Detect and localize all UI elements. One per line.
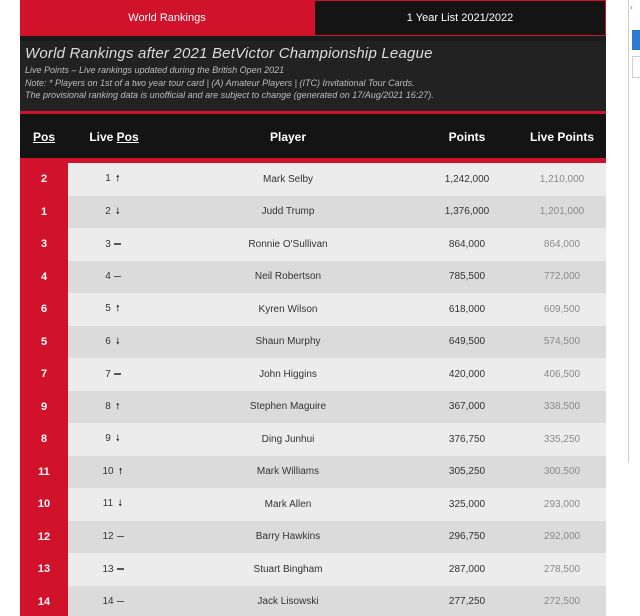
live-points-value: 292,000	[543, 531, 581, 543]
player-name: John Higgins	[259, 368, 317, 380]
player-name: Jack Lisowski	[257, 596, 319, 608]
player-name: Ding Junhui	[261, 433, 315, 445]
live-pos-cell	[68, 399, 160, 415]
live-pos-value: 10	[102, 465, 114, 477]
pos-value: 5	[40, 335, 48, 348]
pos-value: 2	[40, 173, 48, 186]
pos-value: 4	[40, 270, 48, 283]
live-pos-cell	[68, 271, 160, 282]
points-value: 864,000	[448, 238, 486, 250]
points-value: 420,000	[448, 368, 486, 380]
tab-bar	[20, 0, 606, 36]
pos-value: 7	[40, 368, 48, 381]
table-row	[20, 391, 606, 424]
tab-world-rankings[interactable]	[20, 0, 314, 36]
arrow-down-icon: 🠗	[115, 205, 120, 216]
pos-value: 9	[40, 400, 48, 413]
table-row	[20, 163, 606, 196]
live-points-value: 1,210,000	[539, 173, 585, 185]
live-pos-cell	[68, 369, 160, 380]
tab-world-rankings-label: World Rankings	[128, 12, 206, 24]
page-title: World Rankings after 2021 BetVictor Championship League	[25, 45, 433, 62]
sort-pos-link[interactable]: Pos	[32, 130, 55, 144]
column-header-live-points: Live Points	[529, 130, 594, 144]
dash-icon	[114, 373, 121, 375]
live-pos-value: 7	[105, 368, 111, 380]
pos-cell	[20, 521, 68, 554]
pos-value: 10	[37, 498, 51, 511]
arrow-down-icon: 🠗	[115, 335, 120, 346]
pos-value: 3	[40, 238, 48, 251]
points-value: 277,250	[448, 596, 486, 608]
live-pos-cell	[68, 564, 160, 575]
dash-icon	[114, 243, 121, 245]
column-header-pos[interactable]	[20, 130, 68, 144]
live-points-value: 335,250	[543, 433, 581, 445]
player-name: Shaun Murphy	[255, 336, 321, 348]
player-name: Kyren Wilson	[258, 303, 318, 315]
side-chevron-icon[interactable]: ‹	[630, 2, 633, 12]
points-value: 1,376,000	[444, 206, 490, 218]
rankings-table-body	[20, 163, 606, 616]
pos-value: 8	[40, 433, 48, 446]
pos-value: 6	[40, 303, 48, 316]
pos-cell	[20, 293, 68, 326]
arrow-up-icon: 🠕	[115, 303, 120, 314]
live-pos-value: 12	[102, 531, 114, 543]
live-pos-value: 4	[105, 271, 111, 283]
column-header-player: Player	[269, 130, 307, 144]
note-live-points: Live Points – Live rankings updated during the British Open 2021	[25, 65, 285, 75]
points-value: 367,000	[448, 401, 486, 413]
live-points-value: 406,500	[543, 368, 581, 380]
arrow-down-icon: 🠗	[118, 498, 123, 509]
pos-cell	[20, 261, 68, 294]
table-row	[20, 261, 606, 294]
live-pos-cell	[68, 171, 160, 187]
live-points-value: 293,000	[543, 498, 581, 510]
column-header-live-pos[interactable]	[68, 130, 160, 144]
pos-value: 1	[40, 205, 48, 218]
pos-cell	[20, 553, 68, 586]
player-name: Judd Trump	[261, 206, 315, 218]
player-name: Stuart Bingham	[253, 563, 323, 575]
live-pos-cell	[68, 239, 160, 250]
pos-cell	[20, 586, 68, 616]
live-pos-cell	[68, 531, 160, 542]
pos-value: 12	[37, 530, 51, 543]
live-pos-value: 11	[102, 498, 114, 510]
points-value: 649,500	[448, 336, 486, 348]
live-points-value: 272,500	[543, 596, 581, 608]
pos-cell	[20, 488, 68, 521]
pos-cell	[20, 228, 68, 261]
live-pos-cell	[68, 464, 160, 480]
live-pos-value: 1	[105, 173, 111, 185]
live-points-value: 278,500	[543, 563, 581, 575]
arrow-down-icon: 🠗	[115, 433, 120, 444]
table-row	[20, 521, 606, 554]
rankings-header	[20, 41, 606, 111]
live-pos-cell	[68, 496, 160, 512]
tab-1-year-list[interactable]	[314, 0, 606, 36]
pos-cell	[20, 358, 68, 391]
points-value: 376,750	[448, 433, 486, 445]
table-row	[20, 196, 606, 229]
player-name: Mark Selby	[262, 173, 313, 185]
table-row	[20, 228, 606, 261]
live-pos-cell	[68, 431, 160, 447]
player-name: Mark Allen	[264, 498, 312, 510]
note-tour-cards: Note: * Players on 1st of a two year tour card | (A) Amateur Players | (ITC) Invitational Tour Cards.	[25, 77, 415, 88]
note-provisional: The provisional ranking data is unofficial and are subject to change (generated on 17/Aug/2021 16:27).	[25, 90, 434, 100]
arrow-up-icon: 🠕	[118, 465, 123, 476]
live-points-value: 1,201,000	[539, 206, 585, 218]
points-value: 296,750	[448, 531, 486, 543]
live-pos-value: 8	[105, 400, 111, 412]
table-row	[20, 586, 606, 616]
dash-icon	[117, 568, 124, 570]
dash-icon	[117, 536, 124, 538]
live-points-value: 574,500	[543, 336, 581, 348]
live-points-value: 300,500	[543, 466, 581, 478]
column-header-points: Points	[448, 130, 486, 144]
pos-value: 13	[37, 563, 51, 576]
live-pos-value: 9	[105, 433, 111, 445]
live-pos-cell	[68, 301, 160, 317]
live-points-value: 609,500	[543, 303, 581, 315]
live-pos-cell	[68, 334, 160, 350]
points-value: 785,500	[448, 271, 486, 283]
live-pos-cell	[68, 204, 160, 220]
dash-icon	[114, 276, 121, 278]
tab-1-year-list-label: 1 Year List 2021/2022	[406, 12, 514, 24]
pos-cell	[20, 326, 68, 359]
live-points-value: 772,000	[543, 271, 581, 283]
live-points-value: 864,000	[543, 238, 581, 250]
points-value: 618,000	[448, 303, 486, 315]
dash-icon	[117, 601, 124, 603]
points-value: 325,000	[448, 498, 486, 510]
player-name: Barry Hawkins	[255, 531, 321, 543]
live-pos-value: 2	[105, 205, 111, 217]
points-value: 305,250	[448, 466, 486, 478]
pos-value: 11	[38, 465, 50, 478]
table-row	[20, 326, 606, 359]
live-pos-value: 5	[105, 303, 111, 315]
player-name: Mark Williams	[256, 466, 320, 478]
table-header	[20, 114, 606, 160]
arrow-up-icon: 🠕	[115, 400, 120, 411]
arrow-up-icon: 🠕	[115, 173, 120, 184]
table-row	[20, 293, 606, 326]
table-row	[20, 488, 606, 521]
live-pos-cell	[68, 596, 160, 607]
pos-value: 14	[37, 595, 51, 608]
side-checkbox[interactable]	[632, 56, 640, 78]
table-row	[20, 423, 606, 456]
table-row	[20, 358, 606, 391]
pos-cell	[20, 196, 68, 229]
points-value: 287,000	[448, 563, 486, 575]
live-points-value: 338,500	[543, 401, 581, 413]
player-name: Stephen Maguire	[249, 401, 327, 413]
rankings-panel	[20, 0, 606, 616]
live-pos-value: 3	[105, 238, 111, 250]
sort-live-pos-link[interactable]: Pos	[116, 130, 139, 144]
player-name: Ronnie O'Sullivan	[248, 238, 328, 250]
live-pos-prefix: Live	[89, 130, 117, 144]
points-value: 1,242,000	[444, 173, 490, 185]
player-name: Neil Robertson	[254, 271, 322, 283]
live-pos-value: 13	[102, 563, 114, 575]
side-blue-button[interactable]	[632, 30, 640, 50]
live-pos-value: 6	[105, 335, 111, 347]
table-row	[20, 456, 606, 489]
live-pos-value: 14	[102, 596, 114, 608]
pos-cell	[20, 163, 68, 196]
table-row	[20, 553, 606, 586]
pos-cell	[20, 423, 68, 456]
pos-cell	[20, 391, 68, 424]
pos-cell	[20, 456, 68, 489]
